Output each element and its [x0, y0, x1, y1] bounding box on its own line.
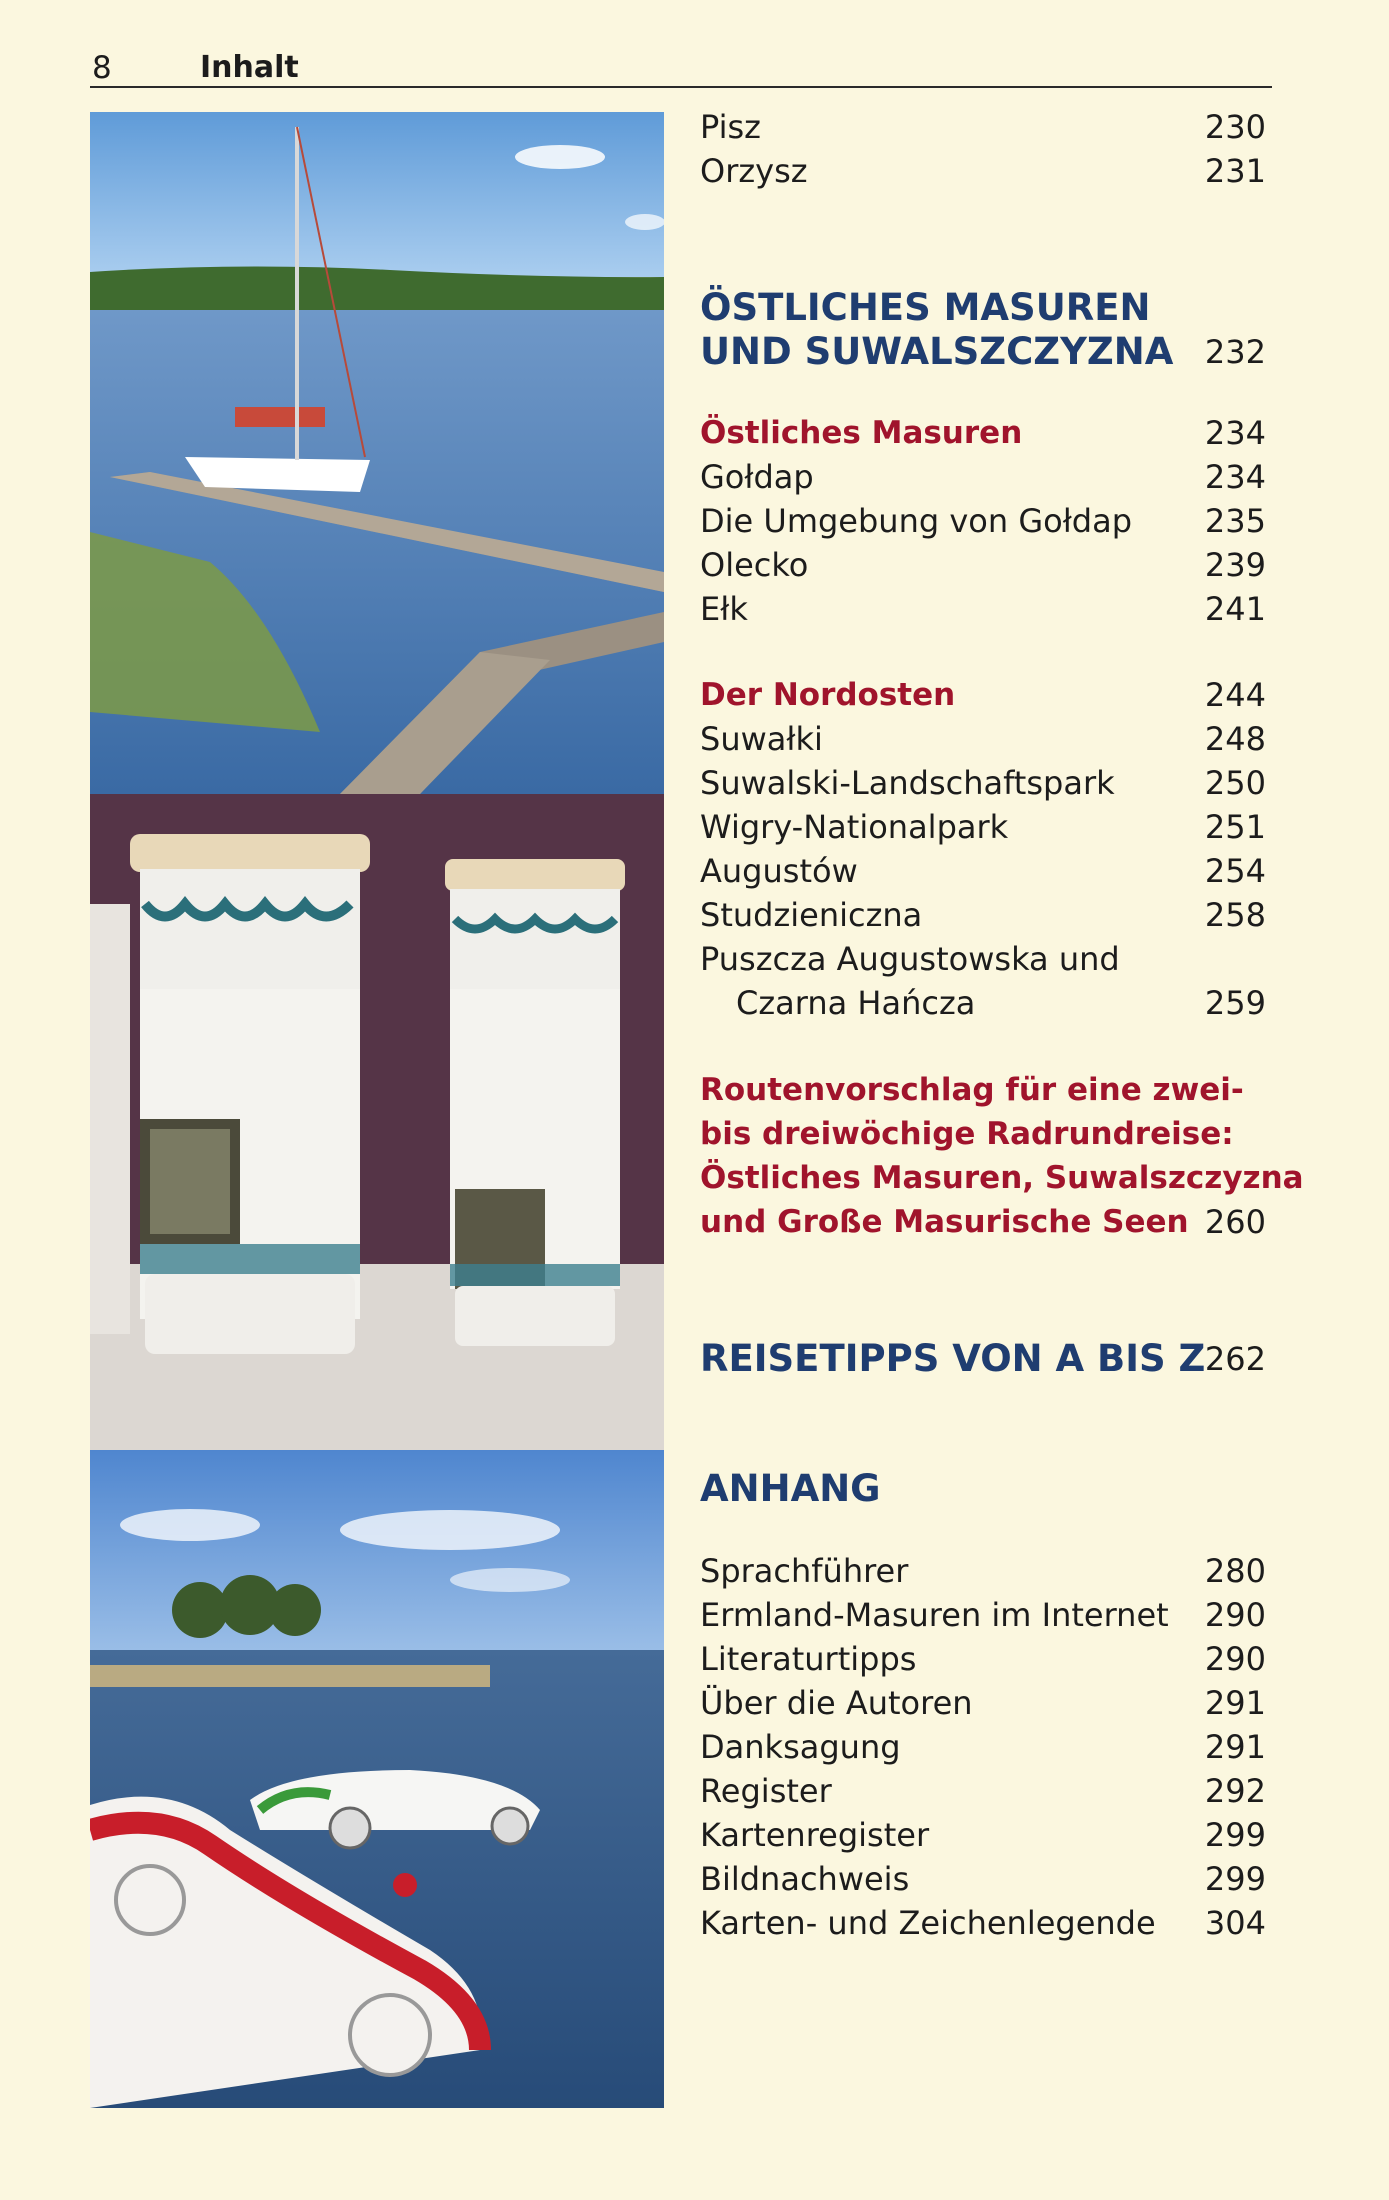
toc-entry[interactable]: Danksagung 291 — [700, 1728, 1266, 1766]
toc-entry[interactable]: Die Umgebung von Gołdap 235 — [700, 502, 1266, 540]
header-title: Inhalt — [200, 50, 299, 85]
chapter-title-line2: UND SUWALSZCZYZNA — [700, 330, 1174, 373]
chapter-title: ANHANG — [700, 1467, 881, 1510]
toc-entry[interactable]: Olecko 239 — [700, 546, 1266, 584]
toc-entry[interactable]: Pisz 230 — [700, 108, 1266, 146]
toc-entry[interactable]: Literaturtipps 290 — [700, 1640, 1266, 1678]
photo-pedal-boats — [90, 1450, 664, 2108]
toc-section-east-masuren — [700, 411, 1266, 631]
toc-section-nordosten — [700, 673, 1266, 1025]
page-header — [90, 44, 1272, 88]
toc-entry[interactable]: Über die Autoren 291 — [700, 1684, 1266, 1722]
toc-entry[interactable]: Augustów 254 — [700, 852, 1266, 890]
toc-entry[interactable]: Czarna Hańcza 259 — [736, 984, 1266, 1022]
toc-entry[interactable]: Sprachführer 280 — [700, 1552, 1266, 1590]
toc-entry[interactable]: Ermland-Masuren im Internet 290 — [700, 1596, 1266, 1634]
section-title[interactable]: Der Nordosten 244 — [700, 676, 1266, 714]
toc-chapter-anhang[interactable] — [700, 1467, 1266, 1511]
photo-lake-sailboat — [90, 112, 664, 794]
toc-entry[interactable]: Puszcza Augustowska und — [700, 940, 1120, 978]
chapter-title-line1: ÖSTLICHES MASUREN — [700, 286, 1151, 329]
toc-entry[interactable]: Gołdap 234 — [700, 458, 1266, 496]
toc-entry[interactable]: Kartenregister 299 — [700, 1816, 1266, 1854]
toc-entry[interactable]: Bildnachweis 299 — [700, 1860, 1266, 1898]
toc-entry[interactable]: Karten- und Zeichenlegende 304 — [700, 1904, 1266, 1942]
section-title[interactable]: Östliches Masuren 234 — [700, 414, 1266, 452]
toc-route-suggestion[interactable]: Routenvorschlag für eine zwei- bis dreiwöchige Radrundreise: Östliches Masuren, Suwalszczyzna und Große Masurische Seen 260 — [700, 1068, 1266, 1244]
toc-entry[interactable]: Suwalski-Landschaftspark 250 — [700, 764, 1266, 802]
toc-entry[interactable]: Studzieniczna 258 — [700, 896, 1266, 934]
toc-intro-list — [700, 105, 1266, 193]
chapter-page: 262 — [1204, 1340, 1266, 1378]
toc-entry[interactable]: Wigry-Nationalpark 251 — [700, 808, 1266, 846]
toc-chapter-reisetipps[interactable] — [700, 1337, 1266, 1381]
toc-entry[interactable]: Orzysz 231 — [700, 152, 1266, 190]
toc-entry[interactable]: Register 292 — [700, 1772, 1266, 1810]
toc-anhang-list — [700, 1549, 1266, 1945]
toc-entry[interactable]: Suwałki 248 — [700, 720, 1266, 758]
photo-ceramic-stoves — [90, 794, 664, 1450]
route-page: 260 — [1204, 1203, 1266, 1241]
chapter-title: REISETIPPS VON A BIS Z — [700, 1337, 1206, 1380]
toc-entry[interactable]: Ełk 241 — [700, 590, 1266, 628]
page-number: 8 — [92, 50, 112, 86]
chapter-page: 232 — [1204, 333, 1266, 371]
toc-chapter-east[interactable] — [700, 286, 1266, 374]
